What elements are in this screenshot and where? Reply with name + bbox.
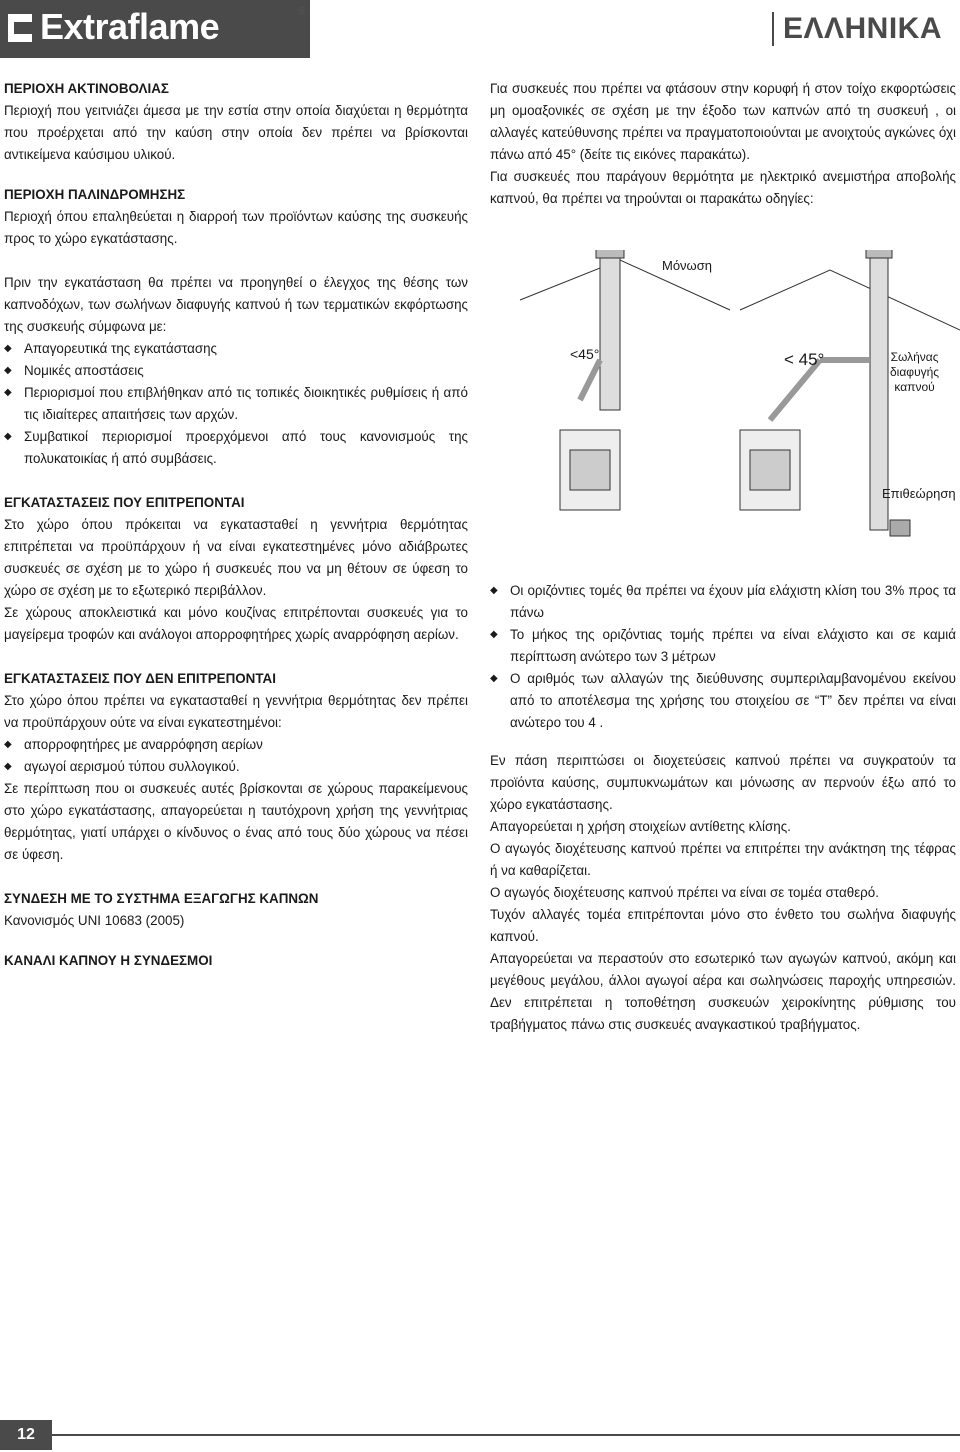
backflow-text: Περιοχή όπου επαληθεύεται η διαρροή των προϊόντων καύσης της συσκευής προς το χώρο εγκατάστασης. — [4, 209, 468, 246]
forbidden-list — [4, 734, 468, 778]
paragraph: Απαγορεύεται η χρήση στοιχείων αντίθετης κλίσης. — [490, 819, 791, 834]
list-item: ◆ Περιορισμοί που επιβλήθηκαν από τις τοπικές διοικητικές ρυθμίσεις ή από τις ιδιαίτερες απαιτήσεις των αρχών. — [4, 382, 468, 426]
paragraph: Ο αγωγός διοχέτευσης καπνού πρέπει να είναι σε τομέα σταθερό. — [490, 885, 879, 900]
list-item: ◆ απορροφητήρες με αναρρόφηση αερίων — [4, 734, 468, 756]
inspection-port — [890, 520, 910, 536]
chimney-pipe-left — [600, 250, 620, 410]
allowed-text-2: Σε χώρους αποκλειστικά και μόνο κουζίνας επιτρέπονται συσκευές για το μαγείρεμα τροφών και ανάλογοι απορροφητήρες χωρίς αναρρόφηση αερίων. — [4, 605, 468, 642]
label-insulation: Μόνωση — [662, 258, 712, 273]
intro-paragraph-1: Για συσκευές που πρέπει να φτάσουν στην κορυφή ή στον τοίχο εκφορτώσεις μη ομοαξονικές σε σχέση με την έξοδο των καπνών από τη συσκευή , οι αλλαγές κατεύθυνσης πρέπει να πραγματοποιούνται με ανοιχτούς αγκώνες όχι πάνω από 45° (δείτε τις εικόνες παρακάτω). — [490, 81, 956, 162]
list-item: ◆ Νομικές αποστάσεις — [4, 360, 468, 382]
language-divider — [772, 12, 774, 46]
list-item: ◆ Το μήκος της οριζόντιας τομής πρέπει να είναι ελάχιστο και σε καμιά περίπτωση ανώτερο των 3 μέτρων — [490, 624, 956, 668]
brand-logo — [0, 0, 310, 58]
roof-line-right — [740, 270, 960, 330]
page-header — [0, 0, 960, 66]
list-item: ◆ Απαγορευτικά της εγκατάστασης — [4, 338, 468, 360]
allowed-title: ΕΓΚΑΤΑΣΤΑΣΕΙΣ ΠΟΥ ΕΠΙΤΡΕΠΟΝΤΑΙ — [4, 495, 245, 510]
intro-paragraph-2: Για συσκευές που παράγουν θερμότητα με ηλεκτρικό ανεμιστήρα αποβολής καπνού, θα πρέπει να τηρούνται οι παρακάτω οδηγίες: — [490, 169, 956, 206]
allowed-text-1: Στο χώρο όπου πρόκειται να εγκατασταθεί η γεννήτρια θερμότητας επιτρέπεται να προϋπάρχουν ή να είναι εγκατεστημένες μόνο αδιάβρωτες συσκευές σε σχέση με το χώρο ή συσκευές που να μη θέτουν σε ύφεση το χώρο σε σχέση με το εξωτερικό περιβάλλον. — [4, 517, 468, 598]
backflow-title: ΠΕΡΙΟΧΗ ΠΑΛΙΝΔΡΟΜΗΣΗΣ — [4, 187, 186, 202]
label-smoke-pipe: Σωλήνας διαφυγής καπνού — [890, 350, 940, 394]
check-intro: Πριν την εγκατάσταση θα πρέπει να προηγηθεί ο έλεγχος της θέσης των καπνοδόχων, των σωλήνων διαφυγής καπνού ή των τερματικών εκφόρτωσης της συσκευής σύμφωνα με: — [4, 275, 468, 334]
brand-name: Extraflame — [40, 6, 220, 47]
radiation-title: ΠΕΡΙΟΧΗ ΑΚΤΙΝΟΒΟΛΙΑΣ — [4, 81, 169, 96]
registered-mark: ® — [298, 6, 307, 18]
paragraph: Τυχόν αλλαγές τομέα επιτρέπονται μόνο στο ένθετο του σωλήνα διαφυγής καπνού. — [490, 907, 956, 944]
page-footer — [0, 1420, 960, 1452]
label-angle-right: < 45° — [784, 350, 825, 369]
right-column-intro — [490, 78, 956, 210]
paragraph: Ο αγωγός διοχέτευσης καπνού πρέπει να επιτρέπει την ανάκτηση της τέφρας ή να καθαρίζεται. — [490, 841, 956, 878]
rules-list — [490, 580, 956, 734]
left-column — [4, 78, 468, 972]
label-inspection: Επιθεώρηση — [882, 486, 956, 501]
check-list — [4, 338, 468, 470]
page-number: 12 — [0, 1420, 52, 1450]
flue-installation-diagram — [500, 250, 960, 550]
forbidden-text: Σε περίπτωση που οι συσκευές αυτές βρίσκονται σε χώρους παρακείμενους στο χώρο εγκατάστασης, απαγορεύεται η ταυτόχρονη χρήση της γεννήτριας θερμότητας, γιατί υπάρχει ο κίνδυνος ο ένας από τους δύο χώρους να πέσει σε ύφεση. — [4, 781, 468, 862]
right-column-body — [490, 750, 956, 1036]
logo-mark-icon — [8, 14, 32, 42]
label-angle-left: <45° — [570, 346, 600, 362]
list-item: ◆ Οι οριζόντιες τομές θα πρέπει να έχουν μία ελάχιστη κλίση του 3% προς τα πάνω — [490, 580, 956, 624]
flue-title: ΣΥΝΔΕΣΗ ΜΕ ΤΟ ΣΥΣΤΗΜΑ ΕΞΑΓΩΓΗΣ ΚΑΠΝΩΝ — [4, 891, 319, 906]
channel-title: ΚΑΝΑΛΙ ΚΑΠΝΟΥ Η ΣΥΝΔΕΣΜΟΙ — [4, 953, 213, 968]
list-item: ◆ Συμβατικοί περιορισμοί προερχόμενοι από τους κανονισμούς της πολυκατοικίας ή από συμβάσεις. — [4, 426, 468, 470]
list-item: ◆ Ο αριθμός των αλλαγών της διεύθυνσης συμπεριλαμβανομένου εκείνου από το αποτέλεσμα της χρήσης του στοιχείου σε “Τ” δεν πρέπει να είναι ανώτερο του 4 . — [490, 668, 956, 734]
forbidden-title: ΕΓΚΑΤΑΣΤΑΣΕΙΣ ΠΟΥ ΔΕΝ ΕΠΙΤΡΕΠΟΝΤΑΙ — [4, 671, 276, 686]
forbidden-intro: Στο χώρο όπου πρέπει να εγκατασταθεί η γεννήτρια θερμότητας δεν πρέπει να προϋπάρχουν ούτε να είναι εγκατεστημένοι: — [4, 693, 468, 730]
list-item: ◆ αγωγοί αερισμού τύπου συλλογικού. — [4, 756, 468, 778]
flue-norm: Κανονισμός UNI 10683 (2005) — [4, 913, 185, 928]
paragraph: Εν πάση περιπτώσει οι διοχετεύσεις καπνού πρέπει να συγκρατούν τα προϊόντα καύσης, συμπυκνωμάτων και μόνωσης αν περνούν έξω από το χώρο εγκατάστασης. — [490, 753, 956, 812]
paragraph: Απαγορεύεται να περαστούν στο εσωτερικό των αγωγών καπνού, ακόμη και μεγέθους μεγάλου, άλλοι αγωγοί αέρα και σωληνώσεις παροχής υπηρεσιών. Δεν επιτρέπεται η τοποθέτηση συσκευών χειροκίνητης ρύθμισης του τραβήγματος πάνω στις συσκευές αναγκαστικού τραβήγματος. — [490, 951, 956, 1032]
footer-rule — [52, 1434, 960, 1436]
radiation-text: Περιοχή που γειτνιάζει άμεσα με την εστία στην οποία διαχύεται η θερμότητα που προέρχεται από την καύση στην οποία δεν πρέπει να βρίσκονται αντικείμενα καύσιμου υλικού. — [4, 103, 468, 162]
language-label: ΕΛΛΗΝΙΚΑ — [782, 12, 942, 45]
